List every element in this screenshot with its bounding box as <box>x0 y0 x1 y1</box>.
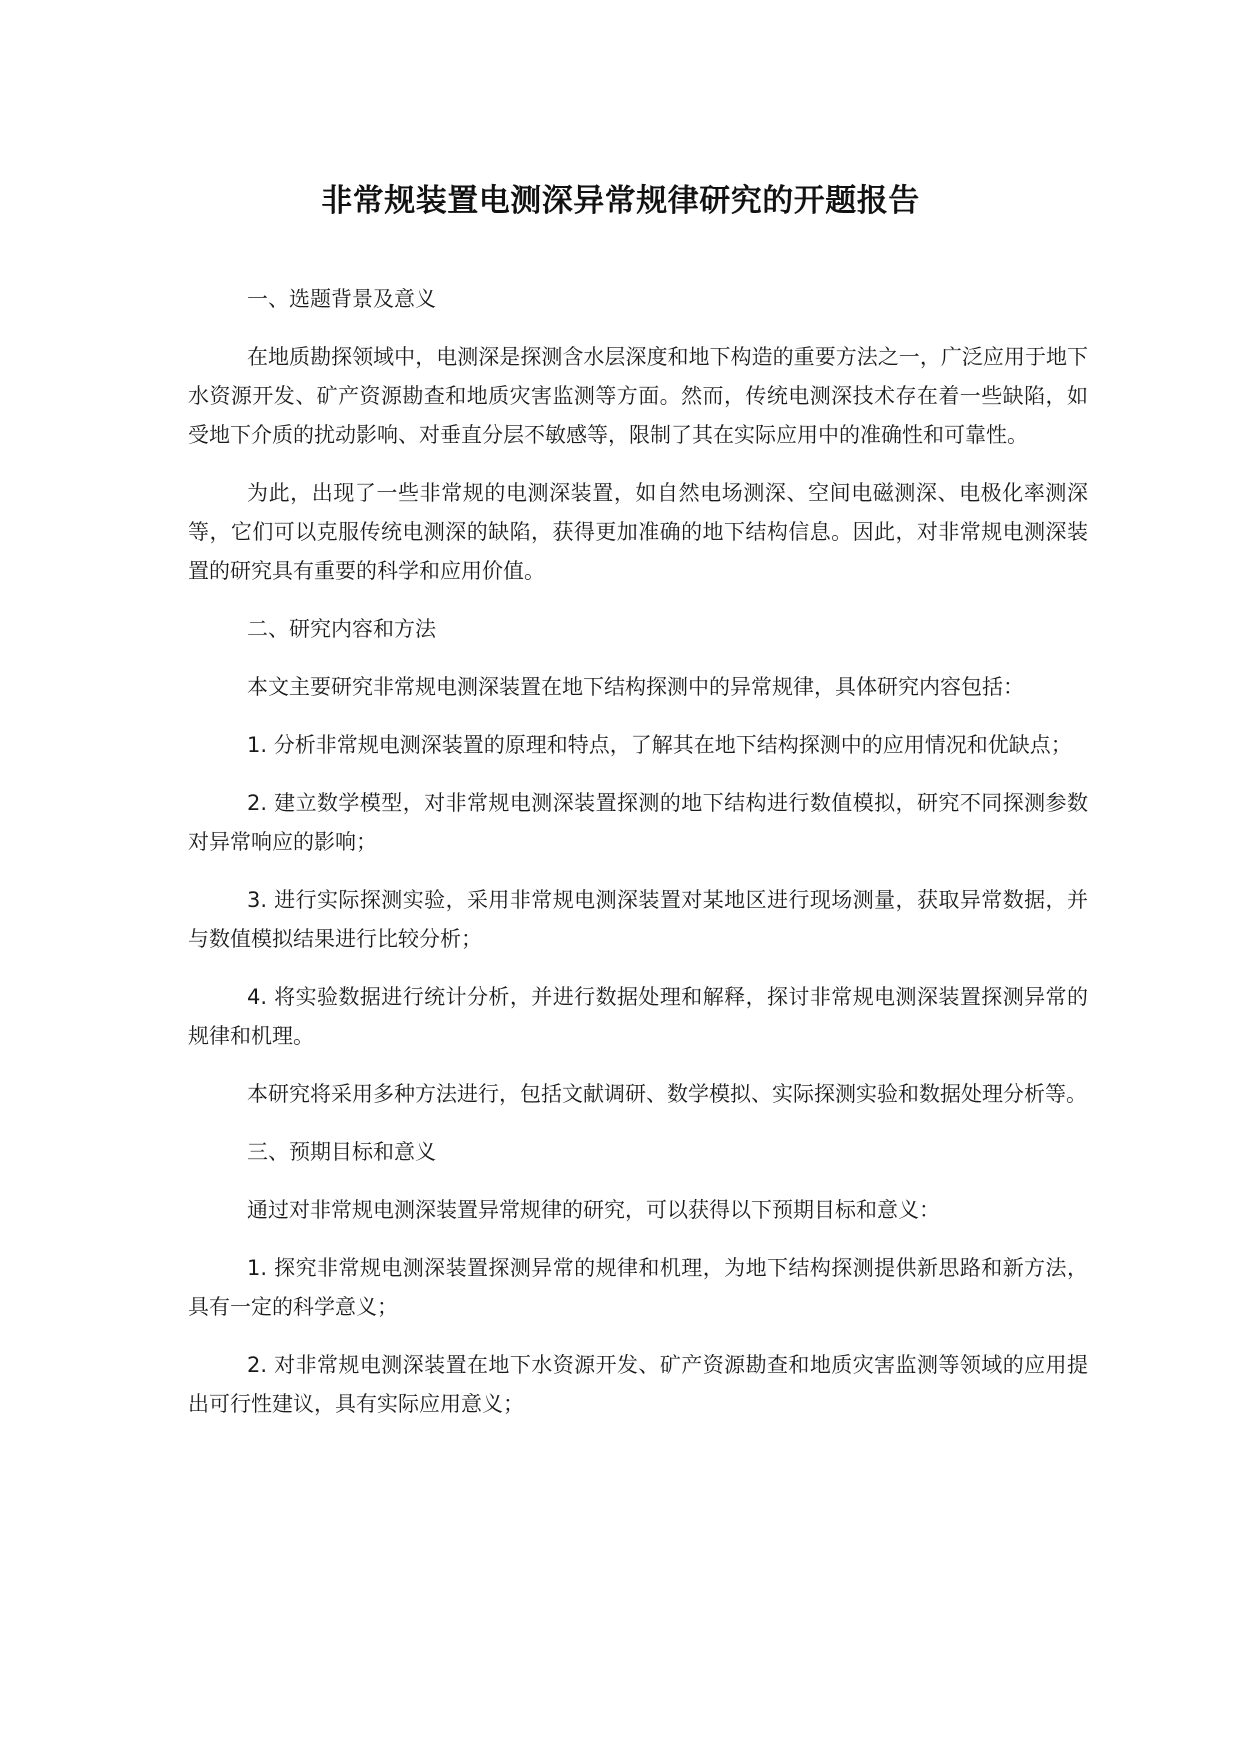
section-heading-background: 一、选题背景及意义 <box>247 287 436 311</box>
paragraph-goals-intro: 通过对非常规电测深装置异常规律的研究，可以获得以下预期目标和意义： <box>247 1198 940 1222</box>
paragraph-research-intro: 本文主要研究非常规电测深装置在地下结构探测中的异常规律，具体研究内容包括： <box>247 675 1024 699</box>
document-title: 非常规装置电测深异常规律研究的开题报告 <box>321 183 920 219</box>
list-item-research-2: 2. 建立数学模型，对非常规电测深装置探测的地下结构进行数值模拟，研究不同探测参数对异常响应的影响； <box>188 791 1088 854</box>
list-item-goal-2: 2. 对非常规电测深装置在地下水资源开发、矿产资源勘查和地质灾害监测等领域的应用提出可行性建议，具有实际应用意义； <box>188 1353 1088 1416</box>
list-item-research-3: 3. 进行实际探测实验，采用非常规电测深装置对某地区进行现场测量，获取异常数据，并与数值模拟结果进行比较分析； <box>188 888 1088 951</box>
list-item-research-1: 1. 分析非常规电测深装置的原理和特点，了解其在地下结构探测中的应用情况和优缺点； <box>247 733 1072 757</box>
section-heading-expected-goals: 三、预期目标和意义 <box>247 1140 436 1164</box>
paragraph-unconventional-devices: 为此，出现了一些非常规的电测深装置，如自然电场测深、空间电磁测深、电极化率测深等，它们可以克服传统电测深的缺陷，获得更加准确的地下结构信息。因此，对非常规电测深装置的研究具有重要的科学和应用价值。 <box>188 481 1088 583</box>
paragraph-background: 在地质勘探领域中，电测深是探测含水层深度和地下构造的重要方法之一，广泛应用于地下水资源开发、矿产资源勘查和地质灾害监测等方面。然而，传统电测深技术存在着一些缺陷，如受地下介质的扰动影响、对垂直分层不敏感等，限制了其在实际应用中的准确性和可靠性。 <box>188 345 1088 447</box>
paragraph-research-methods: 本研究将采用多种方法进行，包括文献调研、数学模拟、实际探测实验和数据处理分析等。 <box>247 1082 1087 1106</box>
section-heading-research-content: 二、研究内容和方法 <box>247 617 436 641</box>
list-item-goal-1: 1. 探究非常规电测深装置探测异常的规律和机理，为地下结构探测提供新思路和新方法，具有一定的科学意义； <box>188 1256 1088 1319</box>
document-body <box>188 280 1088 1424</box>
list-item-research-4: 4. 将实验数据进行统计分析，并进行数据处理和解释，探讨非常规电测深装置探测异常的规律和机理。 <box>188 985 1088 1048</box>
